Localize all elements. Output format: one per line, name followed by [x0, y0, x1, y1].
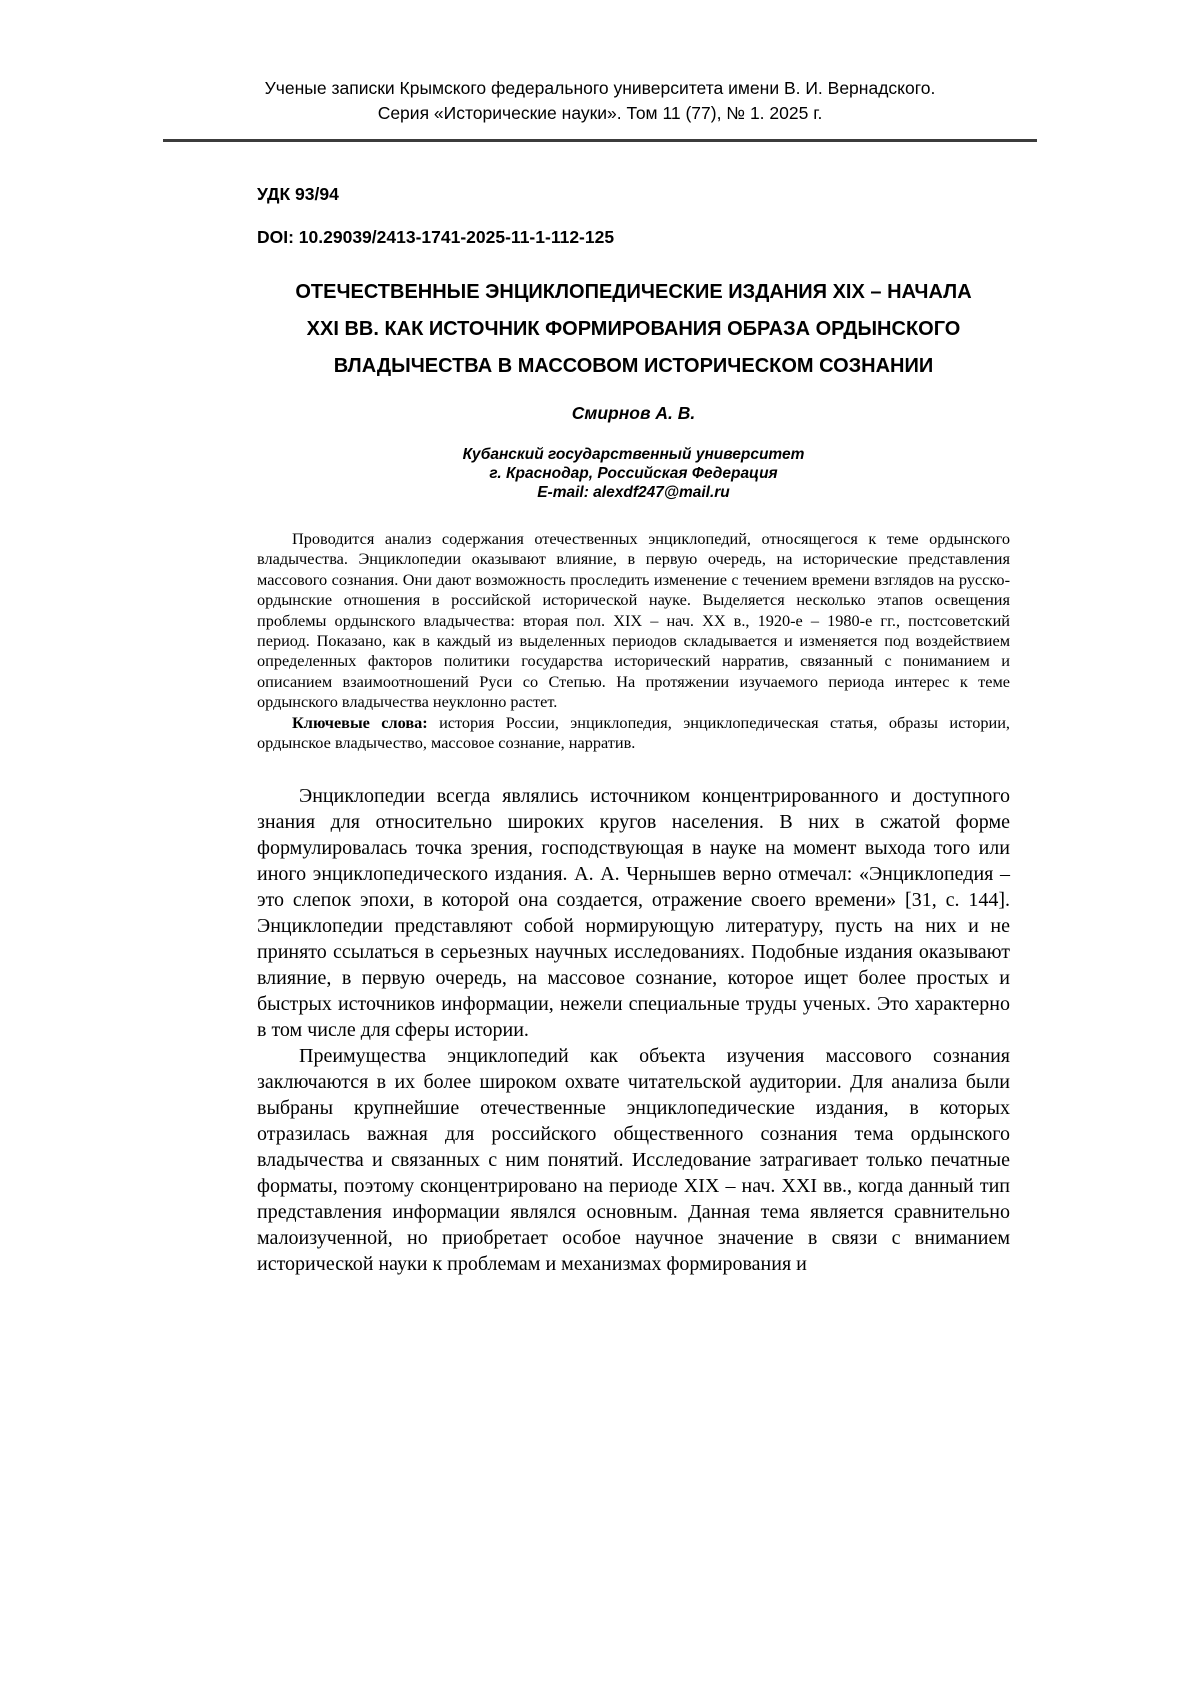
affiliation-university: Кубанский государственный университет: [462, 446, 805, 463]
body-paragraph: Энциклопедии всегда являлись источником концентрированного и доступного знания для относительно широких кругов населения. В них в сжатой форме формулировалась точка зрения, господствующая в науке на момент выхода того или иного энциклопедического издания. А. А. Чернышев верно отмечал: «Энциклопедия – это слепок эпохи, в которой она создается, отражение своего времени» [31, с. 144]. Энциклопедии представляют собой нормирующую литературу, пусть на них и не принято ссылаться в серьезных научных исследованиях. Подобные издания оказывают влияние, в первую очередь, на массовое сознание, которое ищет более простых и быстрых источников информации, нежели специальные труды ученых. Это характерно в том числе для сферы истории.: [257, 785, 1010, 1042]
keywords-label: Ключевые слова:: [292, 712, 440, 732]
keywords-line: [257, 713, 1010, 754]
doi-code: DOI: 10.29039/2413-1741-2025-11-1-112-125: [257, 227, 615, 247]
keywords-text: история России, энциклопедия, энциклопедическая статья, образы истории, ордынское владычество, массовое сознание, нарратив.: [257, 712, 1010, 753]
abstract-text: Проводится анализ содержания отечественных энциклопедий, относящегося к теме ордынского владычества. Энциклопедии оказывают влияние, в первую очередь, на исторические представления массового сознания. Они дают возможность проследить изменение с течением времени взглядов на русско-ордынские отношения в российской исторической науке. Выделяется несколько этапов освещения проблемы ордынского владычества: вторая пол. XIX – нач. XX в., 1920-е – 1980-е гг., постсоветский период. Показано, как в каждый из выделенных периодов складывается и изменяется под воздействием определенных факторов политики государства исторический нарратив, связанный с пониманием и описанием взаимоотношений Руси со Степью. На протяжении изучаемого периода интерес к теме ордынского владычества неуклонно растет.: [257, 529, 1010, 712]
udc-code: УДК 93/94: [257, 184, 339, 204]
article-title: ОТЕЧЕСТВЕННЫЕ ЭНЦИКЛОПЕДИЧЕСКИЕ ИЗДАНИЯ XIX – НАЧАЛА XXI ВВ. КАК ИСТОЧНИК ФОРМИРОВАНИЯ ОБРАЗА ОРДЫНСКОГО ВЛАДЫЧЕСТВА В МАССОВОМ ИСТОРИЧЕСКОМ СОЗНАНИИ: [295, 281, 972, 377]
article-content: [257, 183, 1010, 1277]
author-name: Смирнов А. В.: [571, 403, 696, 423]
article-body: [257, 783, 1010, 1277]
journal-header-line2: Серия «Исторические науки». Том 11 (77), № 1. 2025 г.: [377, 103, 823, 123]
affiliation-block: [257, 445, 1010, 502]
journal-header: [0, 76, 1200, 126]
journal-header-line1: Ученые записки Крымского федерального университета имени В. И. Вернадского.: [264, 78, 936, 98]
affiliation-email: E-mail: alexdf247@mail.ru: [537, 484, 730, 501]
header-divider: [163, 139, 1037, 142]
affiliation-city: г. Краснодар, Российская Федерация: [489, 465, 778, 482]
body-paragraph: Преимущества энциклопедий как объекта изучения массового сознания заключаются в их более широком охвате читательской аудитории. Для анализа были выбраны крупнейшие отечественные энциклопедические издания, в которых отразилась важная для российского общественного сознания тема ордынского владычества и связанных с ним понятий. Исследование затрагивает только печатные форматы, поэтому сконцентрировано на периоде XIX – нач. XXI вв., когда данный тип представления информации являлся основным. Данная тема является сравнительно малоизученной, но приобретает особое научное значение в связи с вниманием исторической науки к проблемам и механизмах формирования и: [257, 1045, 1010, 1276]
